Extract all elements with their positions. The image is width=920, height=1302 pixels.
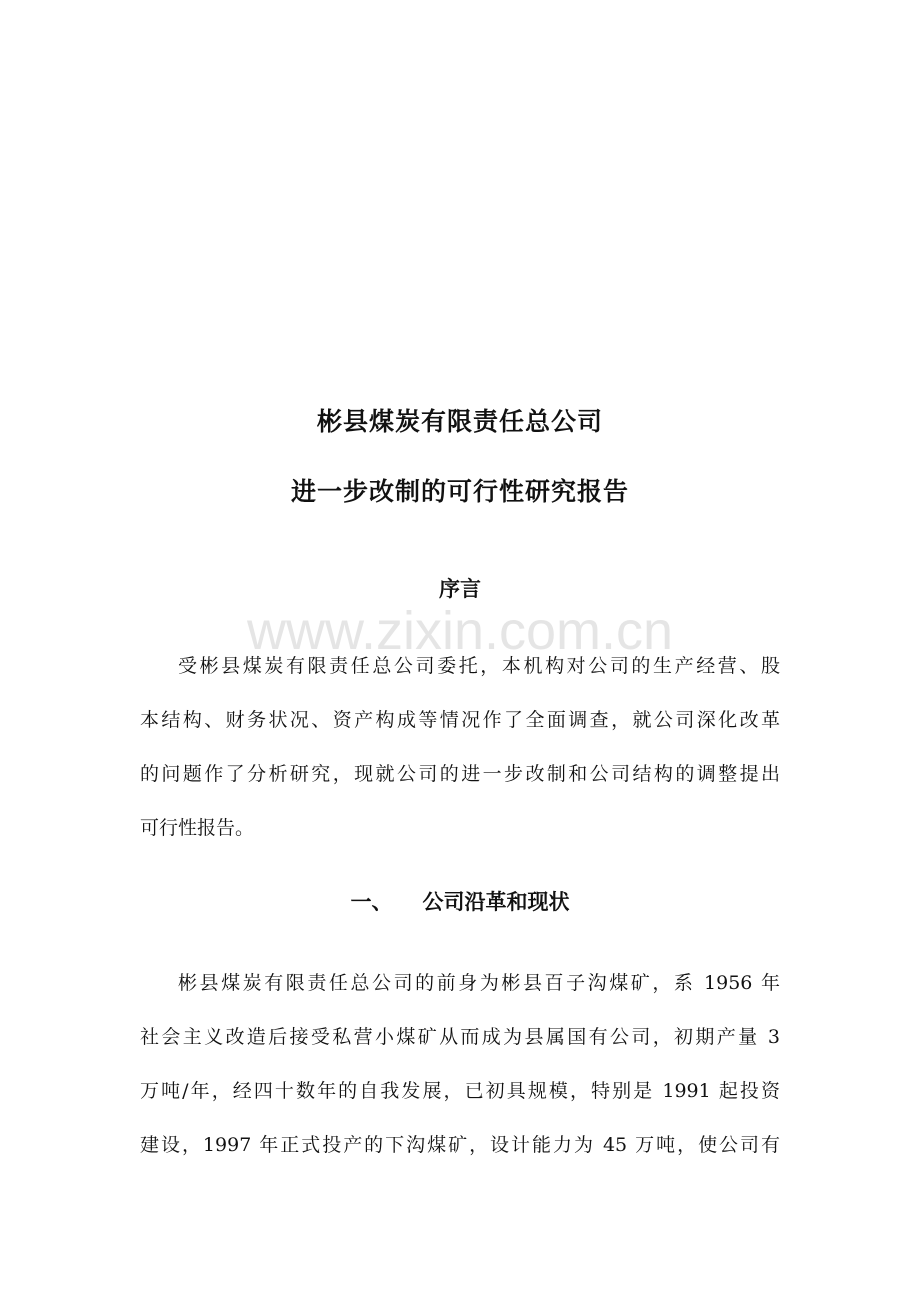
preface-paragraph-line: 可行性报告。 — [140, 817, 255, 839]
section-paragraph-line: 万吨/年，经四十数年的自我发展，已初具规模，特别是 1991 起投资 — [140, 1080, 780, 1102]
section-heading — [0, 886, 920, 916]
document-title-line-1: 彬县煤炭有限责任总公司 — [316, 407, 603, 436]
preface-paragraph-line: 受彬县煤炭有限责任总公司委托，本机构对公司的生产经营、股 — [178, 655, 780, 677]
section-title: 公司沿革和现状 — [422, 889, 570, 914]
document-title-line-2: 进一步改制的可行性研究报告 — [290, 477, 629, 506]
section-paragraph-line: 建设，1997 年正式投产的下沟煤矿，设计能力为 45 万吨，使公司有 — [140, 1134, 780, 1156]
section-paragraph-line: 彬县煤炭有限责任总公司的前身为彬县百子沟煤矿，系 1956 年 — [178, 972, 780, 994]
watermark: www.zixin.com.cn — [246, 601, 674, 661]
section-number: 一、 — [350, 889, 393, 914]
preface-heading: 序言 — [439, 576, 481, 601]
preface-paragraph-line: 本结构、财务状况、资产构成等情况作了全面调查，就公司深化改革 — [140, 709, 780, 731]
preface-paragraph-line: 的问题作了分析研究，现就公司的进一步改制和公司结构的调整提出 — [140, 763, 780, 785]
section-paragraph-line: 社会主义改造后接受私营小煤矿从而成为县属国有公司，初期产量 3 — [140, 1026, 780, 1048]
